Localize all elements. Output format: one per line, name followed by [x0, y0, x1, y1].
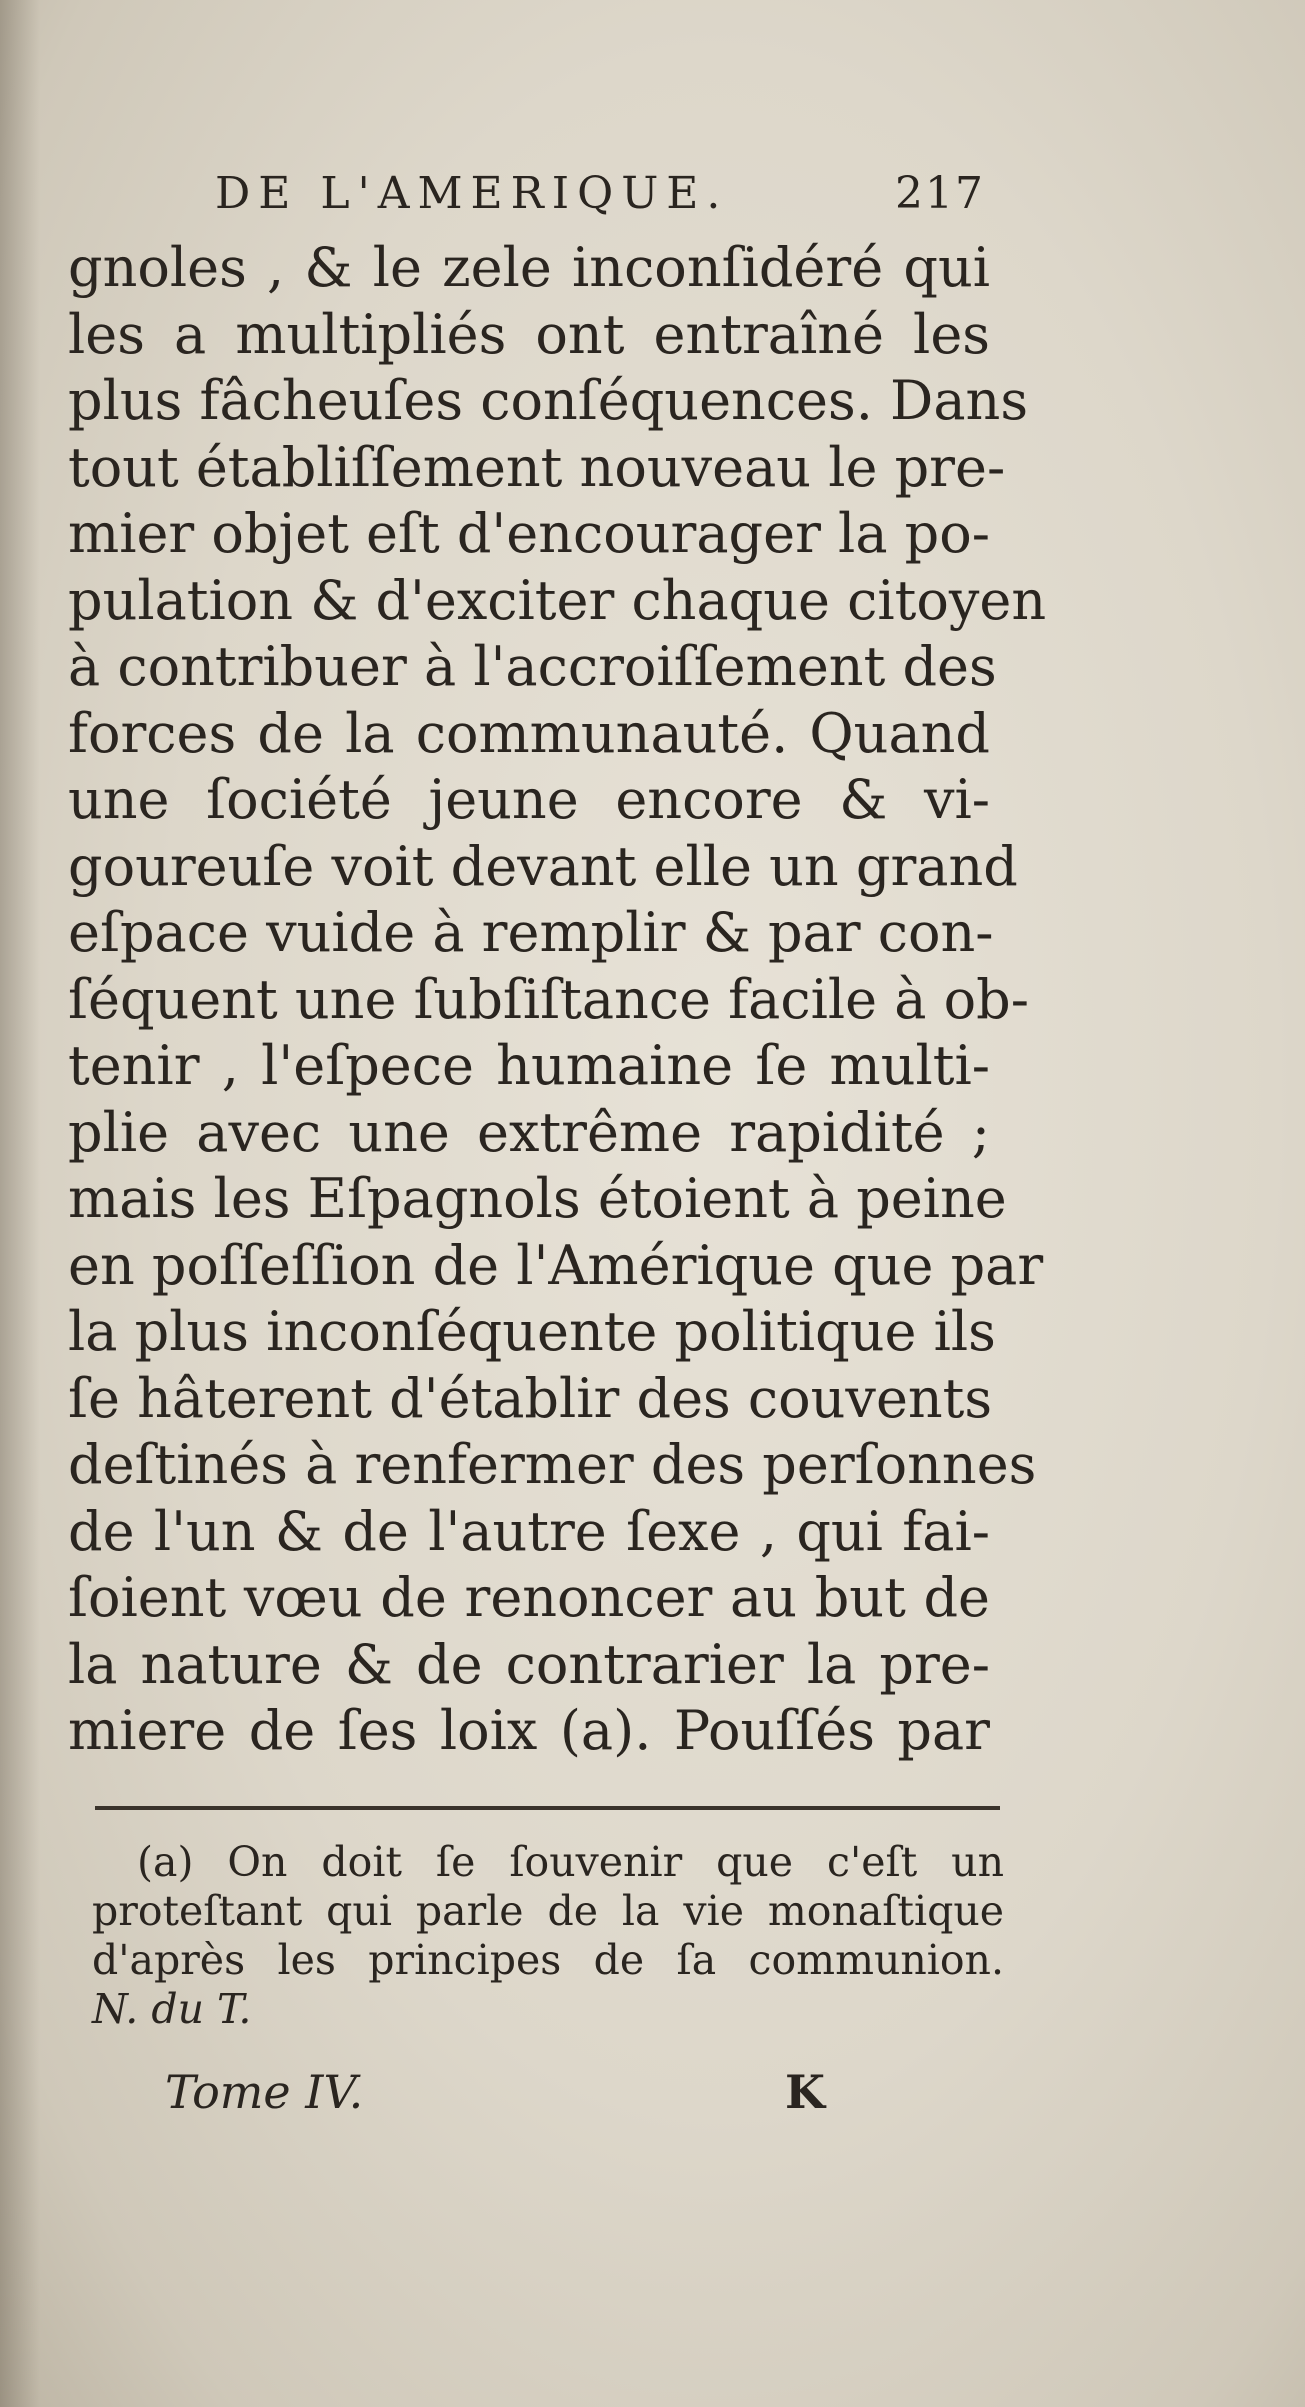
footnote [92, 1838, 1004, 2034]
text-line: eſpace vuide à remplir & par con- [68, 901, 994, 964]
volume-label: Tome IV. [165, 2065, 364, 2119]
text-line: plie avec une extrême rapidité ; [68, 1100, 990, 1164]
text-line: pulation & d'exciter chaque citoyen [68, 568, 1047, 632]
translator-note: N. du T. [92, 1985, 252, 2033]
text-line: les a multipliés ont entraîné les [68, 302, 990, 366]
text-line: ſoient vœu de renoncer au but de [68, 1566, 990, 1629]
text-line: forces de la communauté. Quand [68, 701, 990, 765]
page-number: 217 [895, 168, 985, 219]
text-line: tout établiſſement nouveau le pre- [68, 435, 1006, 499]
footnote-line: d'après les principes de ſa communion. [92, 1936, 1004, 1984]
text-line: miere de ſes loix (a). Pouſſés par [68, 1699, 990, 1762]
signature-mark: K [785, 2065, 825, 2119]
gutter-shadow [0, 0, 40, 2407]
text-line: ſe hâterent d'établir des couvents [68, 1366, 993, 1430]
text-line: deſtinés à renfermer des perſonnes [68, 1433, 1037, 1496]
text-line: la plus inconſéquente politique ils [68, 1300, 996, 1363]
text-line: mais les Eſpagnols étoient à peine [68, 1167, 1007, 1230]
footnote-line: (a) On doit ſe ſouvenir que c'eſt un [137, 1838, 1004, 1886]
text-line: mier objet eſt d'encourager la po- [68, 502, 991, 565]
text-line: de l'un & de l'autre ſexe , qui fai- [68, 1499, 990, 1563]
page-header [215, 168, 995, 228]
text-line: la nature & de contrarier la pre- [68, 1632, 990, 1696]
main-text [68, 235, 1047, 1765]
footnote-rule [95, 1806, 1000, 1810]
text-line: plus fâcheuſes conſéquences. Dans [68, 369, 1029, 432]
text-line: à contribuer à l'accroiſſement des [68, 635, 997, 698]
text-line: goureuſe voit devant elle un grand [68, 834, 1018, 898]
running-title: DE L'AMERIQUE. [215, 168, 729, 219]
text-line: tenir , l'eſpece humaine ſe multi- [68, 1034, 990, 1097]
text-line: une ſociété jeune encore & vi- [68, 768, 990, 831]
footnote-line: proteſtant qui parle de la vie monaſtique [92, 1887, 1004, 1935]
text-line: en poſſeſſion de l'Amérique que par [68, 1233, 1044, 1297]
text-line: gnoles , & le zele inconſidéré qui [68, 236, 990, 299]
text-line: ſéquent une ſubſiſtance facile à ob- [68, 967, 1029, 1031]
